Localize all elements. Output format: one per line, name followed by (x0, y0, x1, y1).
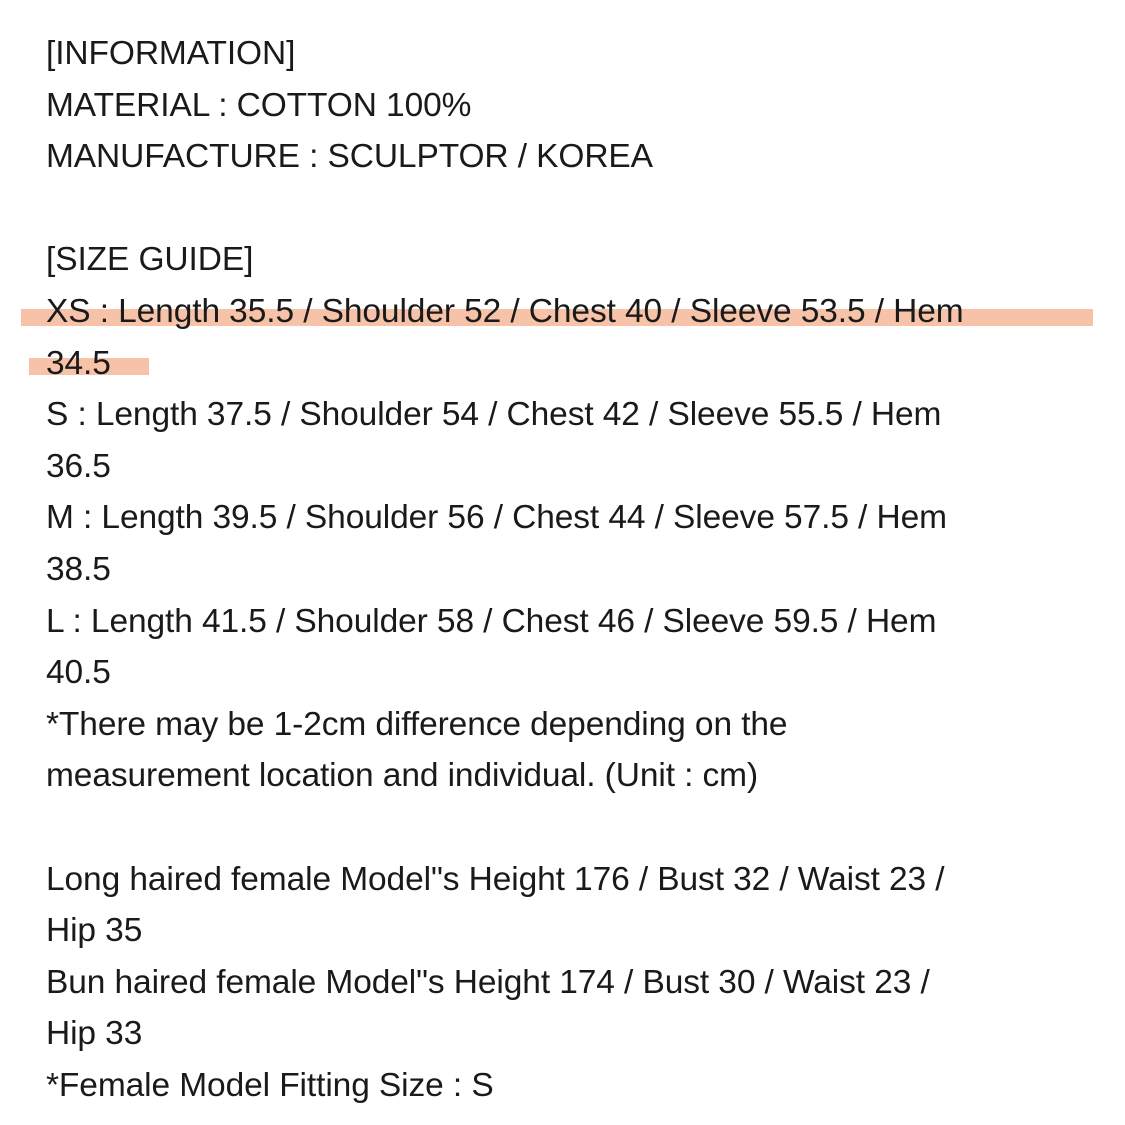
measurement-note: *There may be 1-2cm difference depending on the (46, 705, 788, 743)
long-haired-model-line-continued: Hip 35 (46, 912, 143, 950)
size-s-line-continued: 36.5 (46, 447, 111, 485)
product-information-document (46, 28, 1086, 1111)
section-spacer (46, 802, 1086, 854)
size-m-line-continued: 38.5 (46, 550, 111, 588)
long-haired-model-line: Long haired female Model"s Height 176 / Bust 32 / Waist 23 / (46, 860, 945, 898)
section-spacer (46, 183, 1086, 235)
size-xs-line-continued: 34.5 (46, 338, 1086, 390)
size-m-line: M : Length 39.5 / Shoulder 56 / Chest 44 / Sleeve 57.5 / Hem (46, 499, 947, 537)
size-s-line: S : Length 37.5 / Shoulder 54 / Chest 42 / Sleeve 55.5 / Hem (46, 396, 942, 434)
fitting-size-note: *Female Model Fitting Size : S (46, 1066, 494, 1104)
bun-haired-model-line: Bun haired female Model"s Height 174 / Bust 30 / Waist 23 / (46, 963, 930, 1001)
size-guide-header: [SIZE GUIDE] (46, 241, 254, 279)
manufacture-line: MANUFACTURE : SCULPTOR / KOREA (46, 138, 653, 176)
size-l-line: L : Length 41.5 / Shoulder 58 / Chest 46 / Sleeve 59.5 / Hem (46, 602, 937, 640)
material-line: MATERIAL : COTTON 100% (46, 86, 472, 124)
size-l-line-continued: 40.5 (46, 654, 111, 692)
size-xs-line: XS : Length 35.5 / Shoulder 52 / Chest 40 / Sleeve 53.5 / Hem (46, 286, 1086, 338)
information-header: [INFORMATION] (46, 35, 296, 72)
measurement-note-continued: measurement location and individual. (Unit : cm) (46, 757, 759, 795)
bun-haired-model-line-continued: Hip 33 (46, 1015, 143, 1053)
